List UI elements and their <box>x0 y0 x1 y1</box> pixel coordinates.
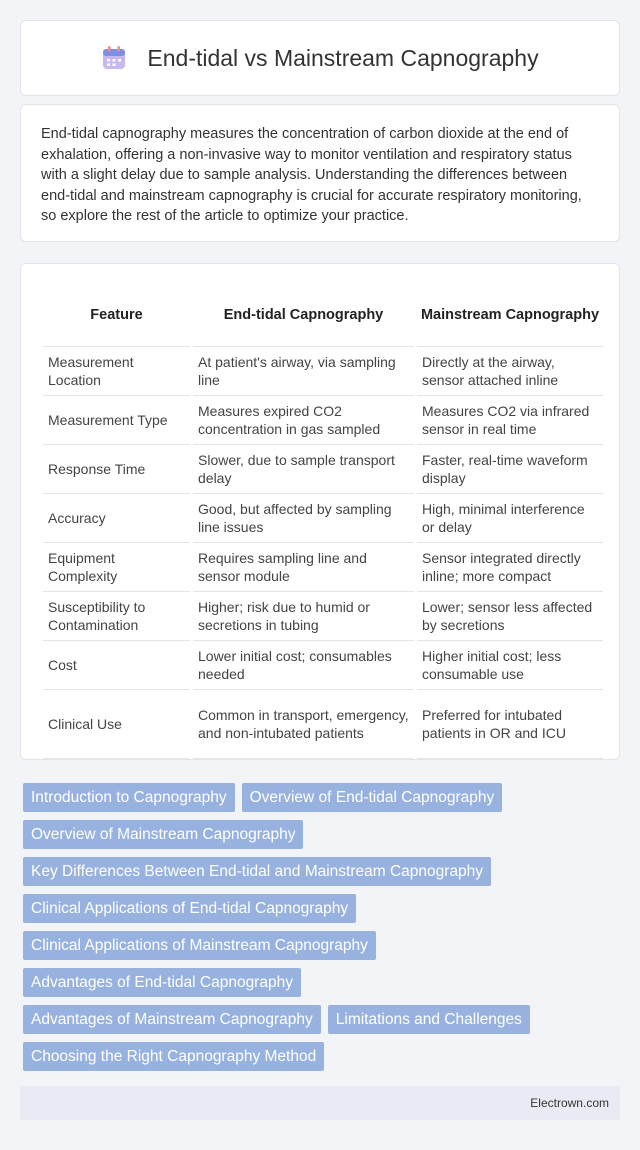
calendar-icon <box>101 45 127 71</box>
table-cell: Slower, due to sample transport delay <box>193 445 414 494</box>
table-cell: Measures expired CO2 concentration in gas sampled <box>193 396 414 445</box>
table-cell: Response Time <box>43 445 190 494</box>
tag-advantages-mainstream[interactable]: Advantages of Mainstream Capnography <box>23 1005 321 1034</box>
table-row <box>43 494 603 543</box>
table-row <box>43 641 603 690</box>
table-cell: Lower; sensor less affected by secretions <box>417 592 603 641</box>
title-card <box>20 20 620 96</box>
tag-row <box>23 968 613 997</box>
table-cell: At patient's airway, via sampling line <box>193 347 414 396</box>
table-cell: Clinical Use <box>43 690 190 759</box>
column-header-mainstream: Mainstream Capnography <box>417 284 603 347</box>
table-cell: Equipment Complexity <box>43 543 190 592</box>
table-row <box>43 396 603 445</box>
table-row <box>43 592 603 641</box>
tag-choosing-method[interactable]: Choosing the Right Capnography Method <box>23 1042 324 1071</box>
table-cell: Measurement Type <box>43 396 190 445</box>
table-cell: Good, but affected by sampling line issues <box>193 494 414 543</box>
table-row <box>43 347 603 396</box>
table-cell: Higher; risk due to humid or secretions in tubing <box>193 592 414 641</box>
table-cell: Measures CO2 via infrared sensor in real time <box>417 396 603 445</box>
comparison-table-card <box>20 263 620 760</box>
table-cell: Lower initial cost; consumables needed <box>193 641 414 690</box>
tag-row <box>23 820 613 849</box>
table-cell: High, minimal interference or delay <box>417 494 603 543</box>
tag-row <box>23 1042 613 1071</box>
tag-row <box>23 783 613 812</box>
intro-card <box>20 104 620 242</box>
tag-row <box>23 857 613 886</box>
table-cell: Faster, real-time waveform display <box>417 445 603 494</box>
column-header-feature: Feature <box>43 284 190 347</box>
tag-row <box>23 931 613 960</box>
table-cell: Common in transport, emergency, and non-intubated patients <box>193 690 414 759</box>
table-cell: Requires sampling line and sensor module <box>193 543 414 592</box>
table-row <box>43 543 603 592</box>
table-cell: Directly at the airway, sensor attached inline <box>417 347 603 396</box>
tag-overview-mainstream[interactable]: Overview of Mainstream Capnography <box>23 820 303 849</box>
table-cell: Accuracy <box>43 494 190 543</box>
table-cell: Sensor integrated directly inline; more compact <box>417 543 603 592</box>
topic-tags <box>23 783 613 1079</box>
table-cell: Cost <box>43 641 190 690</box>
table-cell: Measurement Location <box>43 347 190 396</box>
table-row <box>43 445 603 494</box>
tag-clinical-applications-end-tidal[interactable]: Clinical Applications of End-tidal Capnography <box>23 894 356 923</box>
page-title: End-tidal vs Mainstream Capnography <box>147 44 539 71</box>
tag-limitations-challenges[interactable]: Limitations and Challenges <box>328 1005 530 1034</box>
table-header-row <box>43 284 603 347</box>
table-cell: Preferred for intubated patients in OR and ICU <box>417 690 603 759</box>
table-cell: Susceptibility to Contamination <box>43 592 190 641</box>
footer-site-name: Electrown.com <box>530 1096 609 1110</box>
footer <box>20 1086 620 1120</box>
table-row <box>43 690 603 759</box>
intro-paragraph: End-tidal capnography measures the concentration of carbon dioxide at the end of exhalation, offering a non-invasive way to monitor ventilation and respiratory status with a slight delay due to sample analysis. Understanding the differences between end-tidal and mainstream capnography is crucial for accurate respiratory monitoring, so explore the rest of the article to optimize your practice. <box>41 126 582 224</box>
column-header-end-tidal: End-tidal Capnography <box>193 284 414 347</box>
tag-clinical-applications-mainstream[interactable]: Clinical Applications of Mainstream Capnography <box>23 931 376 960</box>
tag-key-differences[interactable]: Key Differences Between End-tidal and Mainstream Capnography <box>23 857 491 886</box>
tag-overview-end-tidal[interactable]: Overview of End-tidal Capnography <box>242 783 503 812</box>
tag-introduction-to-capnography[interactable]: Introduction to Capnography <box>23 783 235 812</box>
tag-advantages-end-tidal[interactable]: Advantages of End-tidal Capnography <box>23 968 301 997</box>
table-cell: Higher initial cost; less consumable use <box>417 641 603 690</box>
comparison-table <box>40 284 606 759</box>
tag-row <box>23 894 613 923</box>
tag-row <box>23 1005 613 1034</box>
